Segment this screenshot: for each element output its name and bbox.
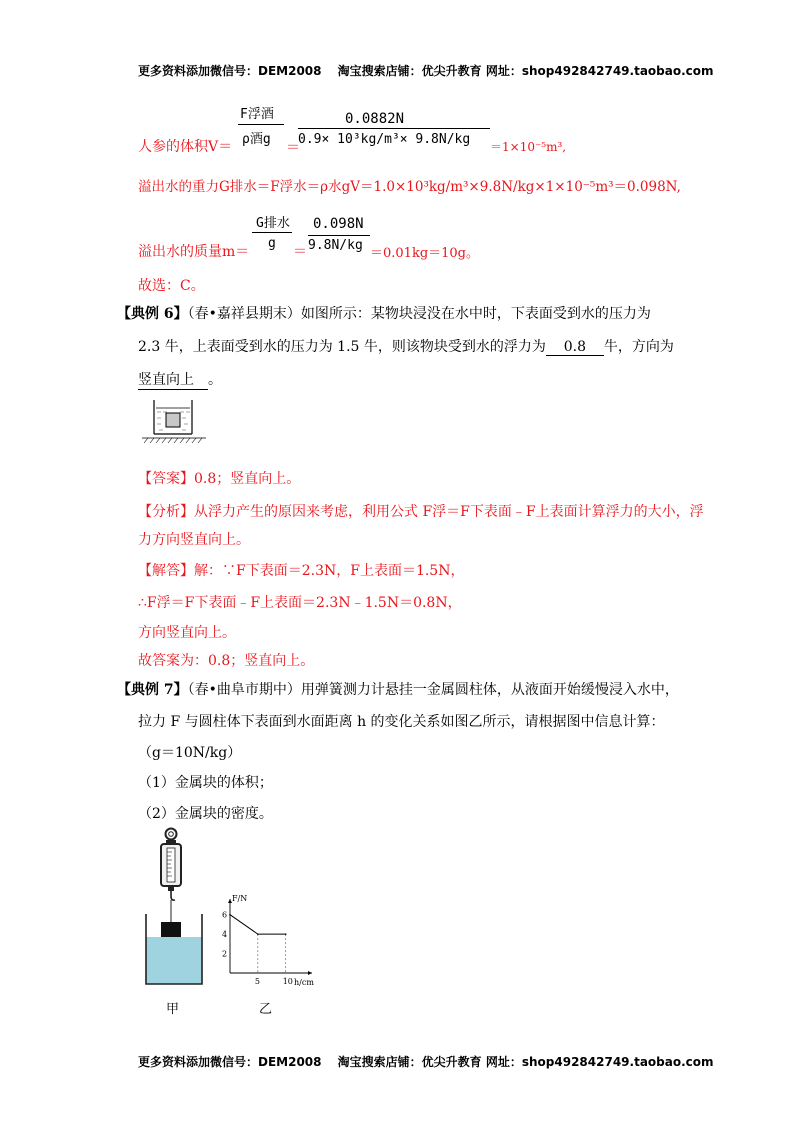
y-tick-label: 4 bbox=[222, 930, 228, 940]
example-6-line2a: 2.3 牛，上表面受到水的压力为 1.5 牛，则该物块受到水的浮力为 bbox=[138, 339, 546, 355]
solution-line-1: 【解答】解：∵F下表面＝2.3N，F上表面＝1.5N， bbox=[138, 563, 465, 579]
example-7-tag: 【典例 7】 bbox=[117, 682, 188, 698]
f-h-chart bbox=[210, 893, 320, 1001]
analysis-line-1: 【分析】从浮力产生的原因来考虑，利用公式 F浮＝F下表面﹣F上表面计算浮力的大小，浮 bbox=[138, 504, 704, 520]
frac4-numerator: 0.098N bbox=[313, 216, 364, 232]
example-7-line1: 用弹簧测力计悬挂一金属圆柱体，从液面开始缓慢浸入水中， bbox=[300, 682, 679, 698]
frac2-line bbox=[298, 128, 490, 129]
example-6-line2b: 牛，方向为 bbox=[603, 339, 674, 355]
beaker-figure bbox=[140, 396, 208, 444]
question-2: （2）金属块的密度。 bbox=[138, 806, 273, 822]
example-6-source: （春•嘉祥县期末） bbox=[187, 306, 301, 322]
water-fill bbox=[146, 937, 202, 984]
answer-text: 【答案】0.8；竖直向上。 bbox=[138, 471, 301, 487]
example-7-source: （春•曲阜市期中） bbox=[187, 682, 301, 698]
y-axis-label: F/N bbox=[232, 894, 248, 903]
scale-hook-icon bbox=[171, 891, 175, 900]
metal-cylinder bbox=[161, 922, 181, 937]
page-footer: 更多资料添加微信号：DEM2008 淘宝搜索店铺：优尖升教育 网址：shop492842749.taobao.com bbox=[138, 1055, 714, 1069]
blank-answer-2: 竖直向上 bbox=[138, 369, 208, 390]
example-7-line2: 拉力 F 与圆柱体下表面到水面距离 h 的变化关系如图乙所示，请根据图中信息计算： bbox=[138, 714, 665, 730]
blank-answer-1: 0.8 bbox=[546, 339, 604, 356]
solution-line-2: ∴F浮＝F下表面﹣F上表面＝2.3N﹣1.5N＝0.8N， bbox=[138, 595, 462, 611]
frac1-denominator: ρ酒g bbox=[242, 132, 271, 147]
volume-label: 人参的体积V＝ bbox=[138, 139, 233, 155]
y-tick-label: 2 bbox=[222, 949, 228, 959]
y-tick-label: 6 bbox=[222, 910, 228, 920]
frac2-numerator: 0.0882N bbox=[345, 111, 405, 127]
figure-label-yi: 乙 bbox=[259, 1002, 273, 1017]
x-tick-label: 10 bbox=[282, 977, 293, 986]
volume-result: ＝1×10⁻⁵m³, bbox=[490, 140, 567, 154]
weight-line: 溢出水的重力G排水＝F浮水＝ρ水gV＝1.0×10³kg/m³×9.8N/kg×1×10⁻⁵m³＝0.098N, bbox=[138, 179, 681, 195]
figure-label-jia: 甲 bbox=[166, 1002, 180, 1017]
question-1: （1）金属块的体积； bbox=[138, 775, 273, 791]
x-tick-label: 5 bbox=[254, 977, 260, 986]
spring-scale-figure bbox=[140, 826, 212, 996]
mass-label: 溢出水的质量m＝ bbox=[138, 244, 250, 260]
frac4-denominator: 9.8N/kg bbox=[308, 238, 363, 253]
submerged-block bbox=[166, 413, 180, 427]
frac1-line bbox=[238, 124, 284, 125]
page-header: 更多资料添加微信号：DEM2008 淘宝搜索店铺：优尖升教育 网址：shop492842749.taobao.com bbox=[138, 64, 714, 78]
frac3-line bbox=[252, 232, 292, 233]
x-axis-arrow-icon bbox=[308, 971, 312, 975]
data-point bbox=[257, 933, 259, 935]
equals-1: ＝ bbox=[286, 140, 300, 156]
example-6-line3b: 。 bbox=[208, 372, 222, 388]
data-point bbox=[285, 933, 287, 935]
frac2-denominator: 0.9× 10³kg/m³× 9.8N/kg bbox=[298, 132, 471, 147]
choice-text: 故选：C。 bbox=[138, 278, 205, 294]
scale-ring-icon bbox=[166, 829, 177, 840]
equals-2: ＝ bbox=[293, 244, 307, 260]
frac3-numerator: G排水 bbox=[256, 216, 290, 231]
data-point bbox=[229, 914, 231, 916]
series-line bbox=[230, 915, 286, 934]
mass-result: ＝0.01kg＝10g。 bbox=[370, 246, 480, 261]
solution-line-3: 方向竖直向上。 bbox=[138, 625, 236, 641]
analysis-line-2: 力方向竖直向上。 bbox=[138, 532, 250, 548]
ground-hatch bbox=[144, 438, 202, 443]
solution-line-4: 故答案为：0.8；竖直向上。 bbox=[138, 653, 315, 669]
frac1-numerator: F浮酒 bbox=[240, 107, 274, 122]
frac3-denominator: g bbox=[268, 236, 276, 251]
example-7-line3: （g＝10N/kg） bbox=[138, 745, 242, 761]
example-6-tag: 【典例 6】 bbox=[117, 306, 188, 322]
x-axis-label: h/cm bbox=[294, 978, 314, 987]
example-6-line1: 如图所示：某物块浸没在水中时，下表面受到水的压力为 bbox=[300, 306, 651, 322]
frac4-line bbox=[308, 235, 370, 236]
